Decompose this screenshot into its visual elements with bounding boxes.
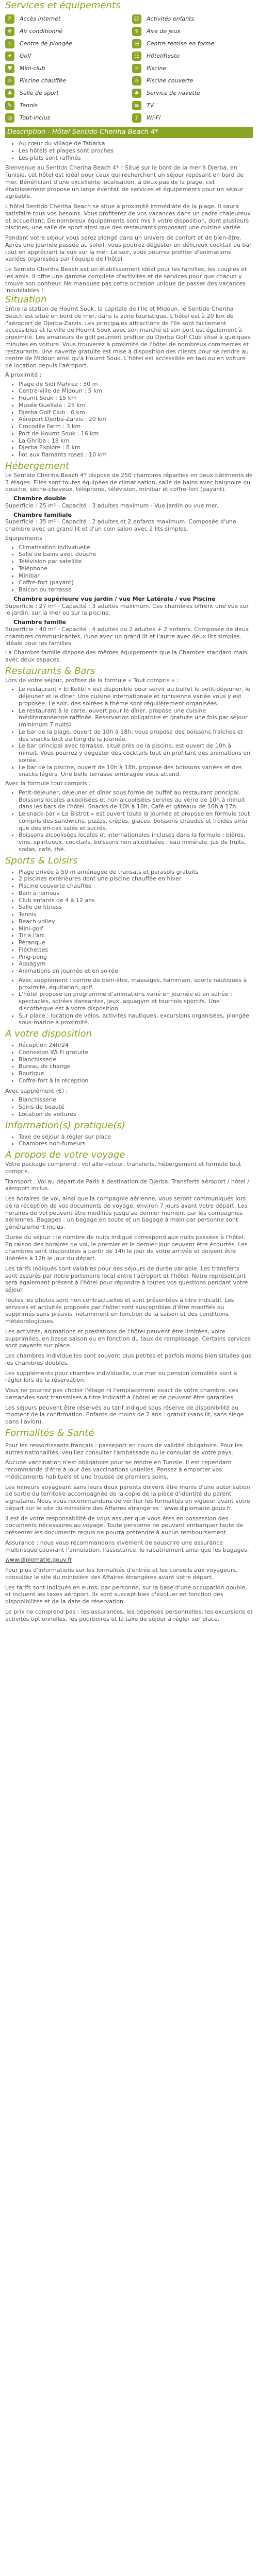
- service-item: [5, 64, 126, 73]
- formalites-paragraphs: [5, 1442, 253, 1554]
- payant-title: Avec supplément (€) :: [5, 1087, 68, 1094]
- description-paragraph: Le Sentido Cheriha Beach est un établissement idéal pour les familles, les couples et les amis. Il offre une gamme complète d'activités et de services pour que chacun y trouve son bonheur. Ne manquez pas cette occasion unique de passer des vacances inoubliables !: [5, 266, 247, 294]
- formalites-paragraph: Aucune vaccination n'est obligatoire pour se rendre en Tunisie. Il est cependant recommandé d'être à jour des vaccinations usuelles. Pensez à emporter vos médicaments habituels et une trousse de premiers soins.: [5, 1459, 232, 1480]
- equip-item: • Téléphone: [19, 565, 253, 572]
- hebergement-title: Hébergement: [5, 460, 70, 471]
- famille-title: Chambre famille: [13, 619, 66, 625]
- sports-item: • Mini-golf: [19, 925, 253, 933]
- double-title: Chambre familiale: [13, 511, 72, 518]
- service-label: Piscine couverte: [147, 77, 194, 84]
- service-label: Service de navette: [147, 90, 200, 97]
- sports-item: • Fléchettes: [19, 946, 253, 954]
- apropos-paragraph: Les suppléments pour chambre individuelle, vue mer ou pension complète sont à régler lors de la réservation.: [5, 1369, 237, 1384]
- situation-item: • Centre-ville de Midoun : 5 km: [19, 387, 253, 395]
- baby-icon: ◎: [5, 113, 14, 123]
- service-item: [5, 101, 126, 110]
- equip-item: • Balcon ou terrasse: [19, 586, 253, 594]
- apropos-paragraph: Les activités, animations et prestations de l'hôtel peuvent être limitées, voire supprimées, en basse saison ou en fonction du taux de remplissage. Certains services sont payants sur place.: [5, 1328, 251, 1349]
- restaurant-item: • Le bar de la piscine, ouvert de 10h à 18h, propose des boissons variées et des snacks légers. Une belle terrasse ombragée vous attend.: [19, 764, 253, 778]
- sports-item: • 2 piscines extérieures dont une piscine chauffée en hiver: [19, 875, 253, 883]
- situation-item: • Musée Guellala : 25 km: [19, 402, 253, 409]
- situation-title: Situation: [5, 294, 47, 305]
- sports-item: • Pétanque: [19, 939, 253, 946]
- situation-list-title: À proximité :: [5, 371, 42, 378]
- description-bullet: • Les plats sont raffinés: [19, 155, 253, 162]
- bar-icon: ♆: [132, 27, 141, 36]
- situation-item: • Crocodile Farm : 3 km: [19, 423, 253, 430]
- situation-item: • Djerba Explore : 8 km: [19, 444, 253, 451]
- description-title-bar: [5, 127, 253, 138]
- sports-note: • L'hôtel propose un programme d'animations varié en journée et en soirée : spectacles, soirées dansantes, jeux, aquagym et tournois sportifs. Une discothèque est à votre disposition.: [19, 991, 253, 1012]
- chambres-sup-block: [5, 596, 253, 603]
- bottom-paragraphs: [5, 1567, 253, 1622]
- service-label: Hôtel/Resto: [147, 53, 180, 60]
- service-label: Salle de sport: [20, 90, 59, 97]
- autres-item: • Blanchisserie: [19, 1056, 253, 1063]
- famille-block: [5, 619, 253, 626]
- sports-title: Sports & Loisirs: [5, 855, 78, 866]
- autres-item: • Boutique: [19, 1070, 253, 1077]
- apropos-paragraph: Transport : Vol au départ de Paris à destination de Djerba. Transferts aéroport / hôtel / aéroport inclus.: [5, 1178, 249, 1192]
- tout-compris-list: [5, 789, 253, 853]
- situation-item: • La Ghriba : 18 km: [19, 437, 253, 445]
- service-label: Air conditionné: [20, 28, 63, 35]
- restaurant-item: • Le restaurant à la carte, ouvert pour le dîner, propose une cuisine méditerranéenne raffinée. Réservation obligatoire et gratuite une fois par séjour (minimum 7 nuits).: [19, 707, 253, 728]
- payant-item: • Location de voitures: [19, 1111, 253, 1118]
- sports-item: • Beach-volley: [19, 918, 253, 925]
- chambres-sup-text: Superficie : 27 m² - Capacité : 3 adultes maximum. Ces chambres offrent une vue sur le jardin, sur la mer ou sur la piscine.: [5, 602, 249, 617]
- service-label: Piscine chauffée: [20, 77, 66, 84]
- situation-list: [5, 381, 253, 459]
- infos-item: • Taxe de séjour à régler sur place: [19, 1133, 253, 1141]
- equip-title: Équipements :: [5, 534, 46, 541]
- formalites-paragraph: Il est de votre responsabilité de vous assurer que vous êtes en possession des documents nécessaires au voyage. Toute personne ne pouvant embarquer faute de présenter les documents requis ne pourra prétendre à aucun remboursement.: [5, 1515, 244, 1536]
- restaurant-item: • Le bar de la plage, ouvert de 10h à 18h, vous propose des boissons fraîches et des snacks tout au long de la journée.: [19, 728, 253, 743]
- tout-compris-item: • Petit-déjeuner, déjeuner et dîner sous forme de buffet au restaurant principal. Boissons locales alcoolisées et non alcoolisées servies au verre de 10h à minuit dans les bars de l'hôtel. Snacks de 10h à 18h. Café et gâteaux de 16h à 17h.: [19, 789, 253, 810]
- service-item: [132, 76, 253, 86]
- services-grid: [5, 14, 253, 123]
- sports-item: • Bain à remous: [19, 890, 253, 897]
- famille-text: Superficie : 40 m² - Capacité : 4 adultes ou 2 adultes + 2 enfants. Composée de deux chambres communicantes, l'une avec un grand lit et l'autre avec deux lits simples. Idéale pour les familles.: [5, 625, 249, 647]
- air-icon: ❄: [5, 27, 14, 36]
- apropos-paragraph: Toutes les photos sont non contractuelles et sont présentées à titre indicatif. Les services et activités proposés par l'hôtel sont susceptibles d'être modifiés ou supprimés sans préavis, notamment en fonction de la saison et des conditions météorologiques.: [5, 1296, 234, 1325]
- equip-list: [5, 544, 253, 594]
- sports-item: • Tir à l'arc: [19, 932, 253, 939]
- apropos-paragraph: Vous ne pourrez pas choisir l'étage ni l'emplacement exact de votre chambre, ces demandes sont transmises à titre indicatif à l'hôtel et ne peuvent être garanties.: [5, 1387, 238, 1401]
- apropos-paragraph: Les horaires de vol, ainsi que la compagnie aérienne, vous seront communiqués lors de la réception de vos documents de voyage, environ 7 jours avant votre départ. Les horaires de vol peuvent être modifiés jusqu'au dernier moment par les compagnies aériennes. Bagages : un bagage en soute et un bagage à main par personne sont généralement inclus.: [5, 1195, 248, 1230]
- autres-item: • Réception 24h/24: [19, 1042, 253, 1049]
- description-paragraphs: [5, 164, 253, 294]
- service-item: [132, 14, 253, 24]
- restaurant-item: • Le restaurant « El Kelibi » est disponible pour servir au buffet le petit-déjeuner, le déjeuner et le dîner. Une cuisine internationale et tunisienne variée vous y est proposée. Le soir, des soirées à thème sont régulièrement organisées.: [19, 686, 253, 707]
- situation-item: • Aéroport Djerba-Zarzis : 20 km: [19, 416, 253, 423]
- bus-icon: ⊟: [132, 39, 141, 48]
- situation-item: • Port de Houmt Souk : 16 km: [19, 430, 253, 437]
- sports-list: [5, 869, 253, 975]
- chambres-block: [5, 495, 253, 502]
- tv-icon: ≡: [132, 101, 141, 110]
- description-paragraph: L'hôtel Sentido Cheriha Beach se situe à proximité immédiate de la plage. Il saura satisfaire tous vos besoins. Vous profiterez de vos vacances dans un cadre chaleureux et accueillant. De nombreux équipements sont mis à votre disposition, dont plusieurs piscines, une salle de sport ainsi que des restaurants proposant une cuisine variée.: [5, 203, 251, 231]
- service-item: [5, 89, 126, 98]
- equip-item: • Salle de bains avec douche: [19, 551, 253, 558]
- situation-item: • Houmt Souk : 15 km: [19, 395, 253, 402]
- children-icon: ☺: [132, 14, 141, 24]
- sports-item: • Plage privée à 50 m aménagée de transats et parasols gratuits: [19, 869, 253, 876]
- service-label: Piscine: [147, 65, 167, 72]
- autres-item: • Connexion Wi-Fi gratuite: [19, 1049, 253, 1056]
- apropos-paragraph: Les chambres individuelles sont souvent plus petites et parfois moins bien situées que les chambres doubles.: [5, 1352, 252, 1366]
- infos-title: Information(s) pratique(s): [5, 1120, 125, 1131]
- formalites-paragraph: Pour les ressortissants français : passeport en cours de validité obligatoire. Pour les autres nationalités, veuillez consulter l'ambassade ou le consulat de votre pays.: [5, 1442, 243, 1456]
- service-item: [132, 64, 253, 73]
- sports-item: • Ping-pong: [19, 954, 253, 961]
- bottom-paragraph: Le prix ne comprend pas : les assurances, les dépenses personnelles, les excursions et activités optionnelles, les pourboires et la taxe de séjour à régler sur place.: [5, 1608, 253, 1622]
- sports-item: • Club enfants de 4 à 12 ans: [19, 897, 253, 904]
- service-label: Wi-Fi: [147, 114, 161, 122]
- sports-item: • Salle de fitness: [19, 904, 253, 911]
- sports-item: • Aquagym: [19, 960, 253, 968]
- service-item: [5, 76, 126, 86]
- bed-icon: ☷: [132, 52, 141, 61]
- double-block: [5, 512, 253, 519]
- indoor-pool-icon: ☼: [132, 76, 141, 86]
- infos-list: [5, 1133, 253, 1148]
- service-label: TV: [147, 102, 154, 109]
- equip-item: • Minibar: [19, 572, 253, 580]
- service-label: Accès internet: [20, 15, 61, 23]
- formalites-link[interactable]: www.diplomatie.gouv.fr: [5, 1556, 72, 1564]
- tennis-icon: ✎: [5, 101, 14, 110]
- autres-item: • Coffre-fort à la réception: [19, 1077, 253, 1084]
- autres-item: • Bureau de change: [19, 1063, 253, 1070]
- sports-extra-block: [5, 977, 253, 1026]
- restaurants-intro: Lors de votre séjour, profitez de la formule « Tout compris » :: [5, 676, 179, 684]
- service-label: Golf: [20, 53, 31, 60]
- description-bullet: • Les hôtels et plages sont proches: [19, 147, 253, 155]
- pool-icon: ☼: [132, 64, 141, 73]
- situation-item: • Îlot aux flamants roses : 10 km: [19, 451, 253, 459]
- service-item: [5, 52, 126, 61]
- apropos-paragraph: Durée du séjour : le nombre de nuits indiqué correspond aux nuits passées à l'hôtel. En raison des horaires de vol, le premier et le dernier jour peuvent être écourtés. Les chambres sont disponibles à partir de 14h le jour de votre arrivée et doivent être libérées à 12h le jour du départ.: [5, 1233, 248, 1262]
- formalites-paragraph: Assurance : nous vous recommandons vivement de souscrire une assurance multirisque couvrant l'annulation, l'assistance, le rapatriement ainsi que les bagages.: [5, 1539, 249, 1553]
- cart-icon: ✦: [5, 52, 14, 61]
- bottom-paragraph: Pour plus d'informations sur les formalités d'entrée et les conseils aux voyageurs, consultez le site du ministère des Affaires étrangères avant votre départ.: [5, 1567, 238, 1581]
- famille-text-2: La Chambre famille dispose des mêmes équipements que la Chambre standard mais avec deux espaces.: [5, 649, 247, 663]
- service-item: [132, 27, 253, 36]
- service-label: Tennis: [20, 102, 38, 109]
- service-label: Centre remise en forme: [147, 40, 215, 47]
- formalites-link-line: [5, 1556, 253, 1564]
- service-item: [132, 52, 253, 61]
- situation-item: • Plage de Sidi Mahrez : 50 m: [19, 381, 253, 388]
- description-bullet: • Au cœur du village de Tabarka: [19, 140, 253, 147]
- service-item: [5, 113, 126, 123]
- double-text: Superficie : 35 m² - Capacité : 2 adultes et 2 enfants maximum. Composée d'une chambre avec un grand lit et d'un coin salon avec 2 lits simples.: [5, 518, 236, 532]
- service-label: Centre de plongée: [20, 40, 73, 47]
- apropos-paragraph: Les séjours peuvent être réservés au tarif indiqué sous réserve de disponibilité au moment de la confirmation. Enfants de moins de 2 ans : gratuit (sans lit, sans siège dans l'avion).: [5, 1404, 244, 1425]
- service-item: [132, 89, 253, 98]
- apropos-title: À propos de votre voyage: [5, 1149, 125, 1160]
- service-item: [5, 14, 126, 24]
- wifi-icon: ♪: [132, 113, 141, 123]
- infos-item: • Chambres non-fumeurs: [19, 1140, 253, 1147]
- service-label: Aire de jeux: [147, 28, 181, 35]
- tout-compris-title: Avec la formule tout compris :: [5, 780, 91, 787]
- formalites-title: Formalités & Santé: [5, 1427, 94, 1438]
- parking-icon: P: [5, 14, 14, 24]
- service-item: [132, 101, 253, 110]
- restaurant-icon: ♥: [5, 64, 14, 73]
- chambres-sup-title: Chambre supérieure vue jardin / vue Mer Latérale / vue Piscine: [13, 595, 216, 602]
- equip-item: • Climatisation individuelle: [19, 544, 253, 551]
- formalites-paragraph: Les mineurs voyageant sans leurs deux parents doivent être munis d'une autorisation de sortie du territoire accompagnée de la copie de la pièce d'identité du parent signataire. Nous vous recommandons de vérifier les formalités en vigueur avant votre départ sur le site du ministère des Affaires étrangères : www.diplomatie.gouv.fr.: [5, 1483, 250, 1512]
- situation-text: Entre la station de Houmt Souk, la capitale de l'île et Midoun, le Sentido Cheriha Beach est situé en bord de mer, dans la zone touristique. L'hôtel est à 20 km de l'aéroport de Djerba-Zarzis. Les principales attractions de l'île sont facilement accessibles et la ville de Houmt Souk avec son marché et son port est également à proximité. Les amateurs de golf pourront profiter du Djerba Golf Club situé à quelques minutes en voiture. Vous trouverez à proximité de l'hôtel de nombreux commerces et restaurants. Une navette gratuite est mise à disposition des clients pour se rendre au centre de Midoun ainsi qu'à Houmt Souk. L'hôtel est accessible en taxi ou en voiture de location depuis l'aéroport.: [5, 306, 251, 369]
- sports-item: • Animations en journée et en soirée: [19, 968, 253, 975]
- description-bullets: [5, 140, 253, 161]
- description-paragraph: Bienvenue au Sentido Cheriha Beach 4* ! Situé sur le bord de la mer à Djerba, en Tunisie, cet hôtel est idéal pour ceux qui recherchent un séjour reposant en bord de mer. Bénéficiant d'une excellente localisation, à deux pas de la plage, cet établissement propose un large éventail de services et équipements pour un séjour agréable.: [5, 164, 244, 200]
- apropos-paragraphs: [5, 1178, 253, 1426]
- payant-item: • Soins de beauté: [19, 1104, 253, 1111]
- apropos-intro: Votre package comprend : vol aller-retour, transferts, hébergement et formule tout compris.: [5, 1161, 241, 1175]
- bottom-paragraph: Les tarifs sont indiqués en euros, par personne, sur la base d'une occupation double, et incluent les taxes aéroport. Ils sont susceptibles d'évoluer en fonction des disponibilités et de la date de réservation.: [5, 1584, 247, 1605]
- chambres-text: Superficie : 25 m² - Capacité : 3 adultes maximum - Vue jardin ou vue mer.: [5, 502, 219, 509]
- service-label: Mini-club: [20, 65, 45, 72]
- equip-item: • Télévision par satellite: [19, 558, 253, 565]
- sports-item: • Piscine couverte chauffée: [19, 883, 253, 890]
- laundry-icon: ♨: [5, 39, 14, 48]
- service-label: Activités enfants: [147, 15, 195, 23]
- service-item: [5, 39, 126, 48]
- autres-list: [5, 1042, 253, 1084]
- payant-list: [5, 1096, 253, 1117]
- pets-icon: ♠: [132, 89, 141, 98]
- description-paragraph: Pendant votre séjour vous serez plongé dans un univers de confort et de bien-être. Après une journée passée au soleil, vous pourrez déguster un délicieux cocktail au bar tout en appréciant la vue sur la mer. Le soir, vous pourrez profiter d'animations variées organisées par l'équipe de l'hôtel.: [5, 234, 252, 263]
- payant-item: • Blanchisserie: [19, 1096, 253, 1104]
- tout-compris-item: • Le snack-bar « Le Bistrot » est ouvert toute la journée et propose en formule tout compris des sandwichs, pizzas, crêpes, glaces, boissons chaudes et froides ainsi que des en-cas salés et sucrés.: [19, 810, 253, 832]
- restaurants-list: [5, 686, 253, 778]
- service-item: [132, 39, 253, 48]
- apropos-paragraph: Les tarifs indiqués sont valables pour des séjours de durée variable. Les transferts sont assurés par notre partenaire local entre l'aéroport et l'hôtel. Notre représentant sera également présent à l'hôtel pour répondre à toutes vos questions pendant votre séjour.: [5, 1265, 248, 1293]
- heated-pool-icon: ☼: [5, 76, 14, 86]
- chambres-title: Chambre double: [13, 495, 66, 502]
- gym-icon: ♣: [5, 89, 14, 98]
- sports-paid: • Avec supplément : centre de bien-être, massages, hammam, sports nautiques à proximité, équitation, golf.: [19, 977, 253, 991]
- sports-extra: • Sur place : location de vélos, activités nautiques, excursions organisées, plongée sous-marine à proximité.: [19, 1012, 253, 1027]
- restaurant-item: • Le bar principal avec terrasse, situé près de la piscine, est ouvert de 10h à minuit. Vous pourrez y déguster des cocktails tout en profitant des animations en soirée.: [19, 742, 253, 764]
- autres-title: À votre disposition: [5, 1028, 92, 1039]
- service-item: [132, 113, 253, 123]
- tout-compris-item: • Boissons alcoolisées locales et internationales incluses dans la formule : bières, vins, spiritueux, cocktails, boissons non alcoolisées : eau minérale, jus de fruits, sodas, café, thé.: [19, 832, 253, 853]
- services-title: Services et équipements: [5, 0, 121, 11]
- hebergement-text: Le Sentido Cheriha Beach 4* dispose de 250 chambres réparties en deux bâtiments de 3 étages. Elles sont toutes équipées de climatisation, salle de bains avec baignoire ou douche, sèche-cheveux, téléphone, télévision, minibar et coffre-fort (payant).: [5, 471, 253, 493]
- description-title: Description - Hôtel Sentido Cheriha Beach 4*: [7, 128, 158, 136]
- restaurants-title: Restaurants & Bars: [5, 665, 95, 676]
- equip-item: • Coffre-fort (payant): [19, 579, 253, 586]
- service-item: [5, 27, 126, 36]
- sports-item: • Tennis: [19, 911, 253, 918]
- service-label: Tout-inclus: [20, 114, 51, 122]
- situation-item: • Djerba Golf Club : 6 km: [19, 409, 253, 416]
